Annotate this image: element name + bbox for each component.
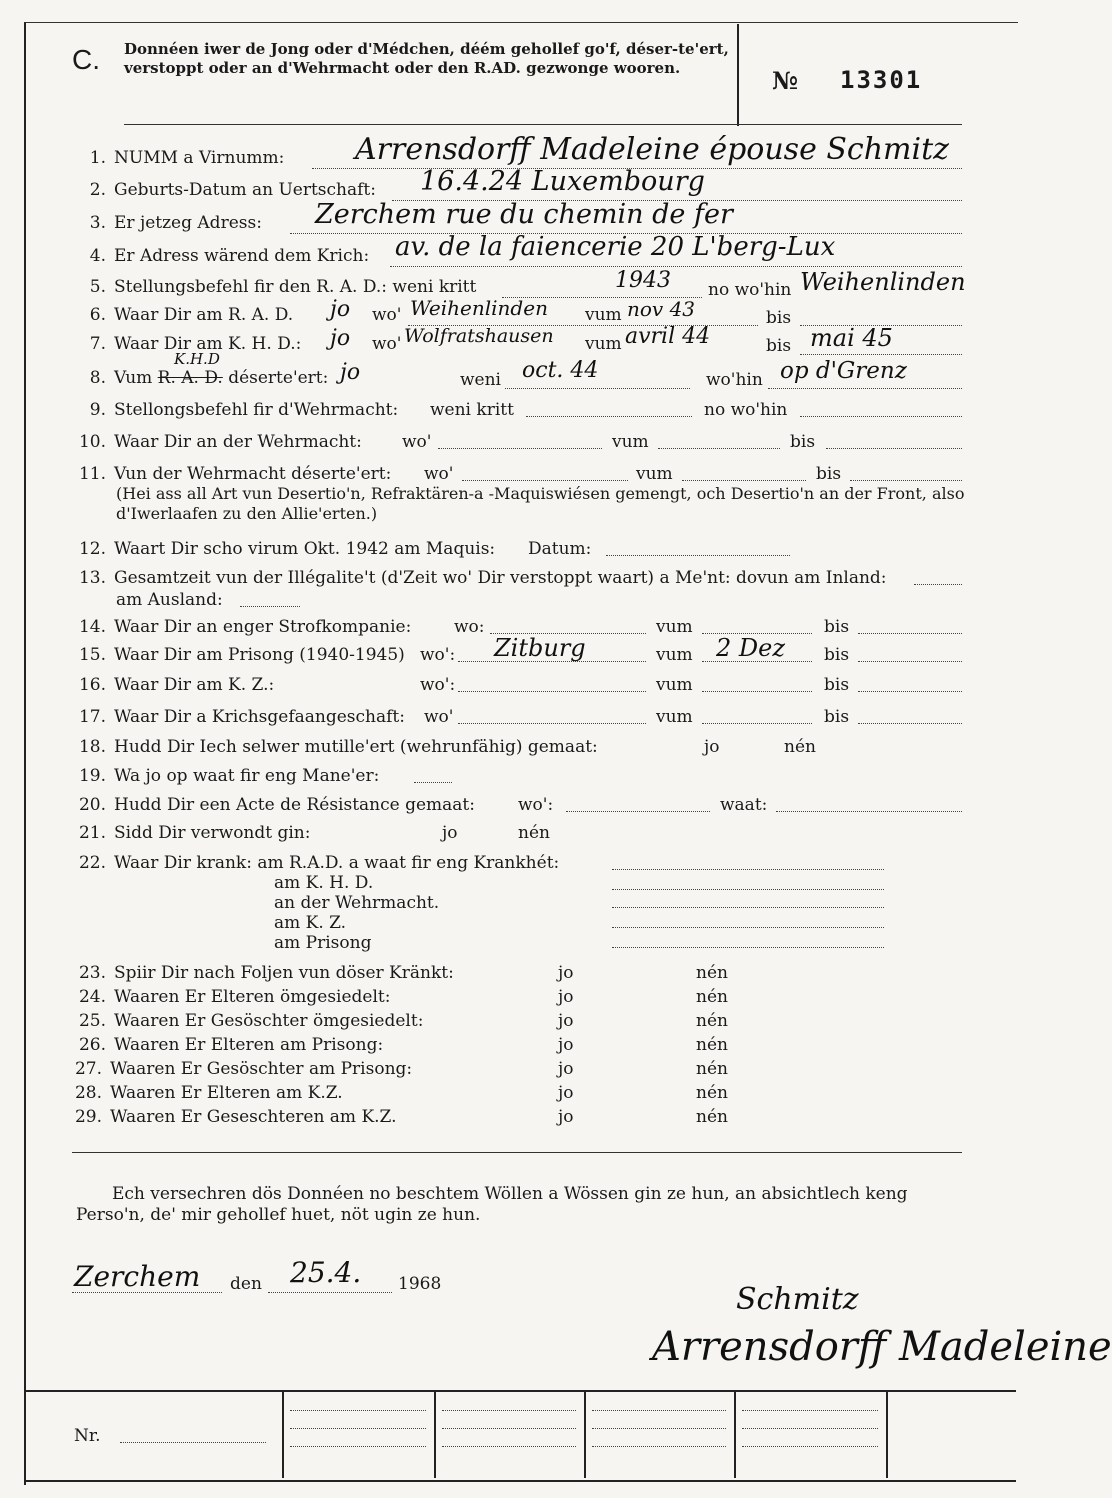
header-rule [124, 124, 962, 125]
row-22-sub-3: am K. Z. [274, 913, 347, 933]
row-15-label-2: wo': [420, 645, 456, 665]
row-13-line-a [914, 584, 962, 585]
row-1-value[interactable]: Arrensdorff Madeleine épouse Schmitz [355, 132, 949, 167]
row-7-line-b [800, 354, 962, 355]
row-9-label-3: no wo'hin [704, 400, 788, 420]
row-4: 4. Er Adress wärend dem Krich: [89, 246, 370, 266]
row-14-label-3: vum [656, 617, 693, 637]
row-29-nen[interactable]: nén [696, 1107, 728, 1127]
row-10-label-3: vum [612, 432, 649, 452]
row-18: 18. Hudd Dir Iech selwer mutille'ert (wehrunfähig) gemaat: [78, 737, 598, 757]
row-29-jo[interactable]: jo [558, 1107, 574, 1127]
footer-line-3b [592, 1428, 726, 1429]
signature-line-2: Arrensdorff Madeleine [652, 1324, 1112, 1370]
row-20-line-b [776, 811, 962, 812]
row-11-line-c [850, 480, 962, 481]
row-5: 5. Stellungsbefehl fir den R. A. D.: weni kritt [89, 277, 477, 297]
footer-cell-divider-2 [434, 1392, 436, 1478]
row-12-label-2: Datum: [528, 539, 592, 559]
row-16-line-a [458, 691, 646, 692]
row-5-label-2: no wo'hin [708, 280, 792, 300]
signature-line-1: Schmitz [736, 1282, 859, 1317]
row-27-nen[interactable]: nén [696, 1059, 728, 1079]
row-3: 3. Er jetzeg Adress: [89, 213, 262, 233]
row-7-value-4[interactable]: mai 45 [810, 324, 893, 352]
row-16-label-2: wo': [420, 675, 456, 695]
row-27-jo[interactable]: jo [558, 1059, 574, 1079]
row-15-value-3[interactable]: 2 Dez [716, 634, 785, 662]
row-9-label-2: weni kritt [430, 400, 514, 420]
row-6-value-2[interactable]: Weihenlinden [410, 296, 548, 320]
row-7-label-2: wo' [372, 334, 402, 354]
row-17: 17. Waar Dir a Krichsgefaangeschaft: [78, 707, 405, 727]
row-28: 28. Waaren Er Elteren am K.Z. [74, 1083, 343, 1103]
form-title: Donnéen iwer de Jong oder d'Médchen, déém gehollef go'f, déser-te'ert, verstoppt oder an d'Wehrmacht oder den R.AD. gezwonge wooren. [124, 40, 729, 77]
row-25: 25. Waaren Er Gesöschter ömgesiedelt: [78, 1011, 424, 1031]
row-8-label-3: wo'hin [706, 370, 763, 390]
row-25-nen[interactable]: nén [696, 1011, 728, 1031]
row-10: 10. Waar Dir an der Wehrmacht: [78, 432, 362, 452]
section-letter: C. [72, 44, 100, 75]
row-7-value-3[interactable]: avril 44 [625, 324, 711, 349]
date-value[interactable]: 25.4. [290, 1256, 362, 1289]
row-8-value-2[interactable]: oct. 44 [522, 358, 599, 383]
row-17-label-3: vum [656, 707, 693, 727]
row-16-label-4: bis [824, 675, 850, 695]
row-14-line-c [858, 633, 962, 634]
year-label: 1968 [398, 1274, 442, 1294]
row-22-line-4 [612, 947, 884, 948]
row-15: 15. Waar Dir am Prisong (1940-1945) [78, 645, 405, 665]
row-19: 19. Wa jo op waat fir eng Mane'er: [78, 766, 380, 786]
row-14: 14. Waar Dir an enger Strofkompanie: [78, 617, 412, 637]
row-5-value[interactable]: 1943 [615, 268, 671, 293]
footer-line-2b [442, 1428, 576, 1429]
form-number: 13301 [840, 66, 923, 94]
row-17-line-b [702, 723, 812, 724]
row-12: 12. Waart Dir scho virum Okt. 1942 am Maquis: [78, 539, 496, 559]
row-6-label-2: wo' [372, 305, 402, 325]
row-11-line-a [462, 480, 628, 481]
footer-rule [26, 1390, 1016, 1392]
footer-line-1c [290, 1446, 426, 1447]
footer-line-3c [592, 1446, 726, 1447]
row-23-jo[interactable]: jo [558, 963, 574, 983]
row-7-label-4: bis [766, 336, 792, 356]
row-17-label-2: wo' [424, 707, 454, 727]
row-15-line-c [858, 661, 962, 662]
row-6-value[interactable]: jo [330, 297, 351, 322]
row-21-jo[interactable]: jo [442, 823, 458, 843]
row-17-line-c [858, 723, 962, 724]
row-18-jo[interactable]: jo [704, 737, 720, 757]
place-value[interactable]: Zerchem [74, 1260, 201, 1293]
row-16: 16. Waar Dir am K. Z.: [78, 675, 275, 695]
row-7-value[interactable]: jo [330, 326, 351, 351]
row-28-nen[interactable]: nén [696, 1083, 728, 1103]
row-8-above[interactable]: K.H.D [174, 350, 220, 368]
row-28-jo[interactable]: jo [558, 1083, 574, 1103]
declaration-text: Ech versechren dös Donnéen no beschtem Wöllen a Wössen gin ze hun, an absichtlech keng Perso'n, de' mir gehollef huet, nöt ugin ze hun. [76, 1184, 908, 1225]
row-11: 11. Vun der Wehrmacht déserte'ert: [78, 464, 392, 484]
row-12-line [606, 555, 790, 556]
row-20-line-a [566, 811, 710, 812]
footer-line-1a [290, 1410, 426, 1411]
row-4-line [390, 266, 962, 267]
row-3-value[interactable]: Zerchem rue du chemin de fer [315, 199, 733, 230]
row-26-jo[interactable]: jo [558, 1035, 574, 1055]
row-20: 20. Hudd Dir een Acte de Résistance gemaat: [78, 795, 475, 815]
row-13-line-b [240, 606, 300, 607]
row-5-value-2[interactable]: Weihenlinden [800, 268, 966, 296]
row-16-label-3: vum [656, 675, 693, 695]
row-2-value[interactable]: 16.4.24 Luxembourg [420, 166, 705, 197]
row-23: 23. Spiir Dir nach Foljen vun döser Kränkt: [78, 963, 454, 983]
row-22-sub-4: am Prisong [274, 933, 372, 953]
row-16-line-b [702, 691, 812, 692]
row-11-label-4: bis [816, 464, 842, 484]
row-22-line-2 [612, 907, 884, 908]
row-22-line-1 [612, 889, 884, 890]
row-9: 9. Stellongsbefehl fir d'Wehrmacht: [89, 400, 399, 420]
row-10-label-4: bis [790, 432, 816, 452]
row-17-line-a [458, 723, 646, 724]
row-27: 27. Waaren Er Gesöschter am Prisong: [74, 1059, 413, 1079]
row-29: 29. Waaren Er Geseschteren am K.Z. [74, 1107, 397, 1127]
row-7: 7. Waar Dir am K. H. D.: [89, 334, 302, 354]
row-11-label-2: wo' [424, 464, 454, 484]
row-15-value-2[interactable]: Zitburg [494, 634, 586, 662]
row-18-nen[interactable]: nén [784, 737, 816, 757]
row-8-label-2: weni [460, 370, 501, 390]
row-15-label-3: vum [656, 645, 693, 665]
footer-cell-divider-3 [584, 1392, 586, 1478]
row-15-label-4: bis [824, 645, 850, 665]
row-24-jo[interactable]: jo [558, 987, 574, 1007]
footer-line-2c [442, 1446, 576, 1447]
row-25-jo[interactable]: jo [558, 1011, 574, 1031]
row-10-line-a [438, 448, 602, 449]
row-9-line-b [800, 416, 962, 417]
row-8-value[interactable]: jo [340, 360, 361, 385]
row-8-line-a [505, 388, 690, 389]
row-22-sub-1: am K. H. D. [274, 873, 374, 893]
nr-line[interactable] [120, 1442, 266, 1443]
date-line [268, 1292, 392, 1293]
footer-cell-divider-4 [734, 1392, 736, 1478]
row-14-label-2: wo: [454, 617, 485, 637]
footer-line-2a [442, 1410, 576, 1411]
row-21-nen[interactable]: nén [518, 823, 550, 843]
row-24: 24. Waaren Er Elteren ömgesiedelt: [78, 987, 391, 1007]
row-16-line-c [858, 691, 962, 692]
row-26-nen[interactable]: nén [696, 1035, 728, 1055]
row-20-label-2: wo': [518, 795, 554, 815]
nr-label: Nr. [74, 1426, 101, 1446]
row-8-value-3[interactable]: op d'Grenz [780, 358, 907, 384]
row-19-line [414, 782, 452, 783]
row-9-line-a [526, 416, 692, 417]
row-22-line-3 [612, 927, 884, 928]
section-rule [72, 1152, 962, 1153]
row-13-label-2: am Ausland: [116, 590, 223, 610]
row-21: 21. Sidd Dir verwondt gin: [78, 823, 311, 843]
footer-line-4b [742, 1428, 878, 1429]
footer-cell-divider-1 [282, 1392, 284, 1478]
row-13: 13. Gesamtzeit vun der Illégalite't (d'Zeit wo' Dir verstoppt waart) a Me'nt: dovun am Inland: [78, 568, 887, 588]
row-7-value-2[interactable]: Wolfratshausen [404, 325, 554, 347]
row-22-sub-2: an der Wehrmacht. [274, 893, 440, 913]
row-1: 1. NUMM a Virnumm: [89, 148, 285, 168]
row-6-value-3[interactable]: nov 43 [627, 297, 696, 321]
den-label: den [230, 1274, 262, 1294]
footer-line-4c [742, 1446, 878, 1447]
row-22-line-0 [612, 869, 884, 870]
footer-line-1b [290, 1428, 426, 1429]
row-11-label-3: vum [636, 464, 673, 484]
row-11-line-b [682, 480, 806, 481]
bottom-rule [26, 1480, 1016, 1482]
row-10-label-2: wo' [402, 432, 432, 452]
row-14-label-4: bis [824, 617, 850, 637]
row-26: 26. Waaren Er Elteren am Prisong: [78, 1035, 384, 1055]
row-8: 8. Vum R. A. D. déserte'ert: [89, 368, 329, 388]
row-7-label-3: vum [585, 334, 622, 354]
row-2: 2. Geburts-Datum an Uertschaft: [89, 180, 376, 200]
row-8-line-b [768, 388, 962, 389]
row-6-label-3: vum [585, 305, 622, 325]
row-20-label-3: waat: [720, 795, 768, 815]
footer-cell-divider-5 [886, 1392, 888, 1478]
row-17-label-4: bis [824, 707, 850, 727]
row-6-label-4: bis [766, 308, 792, 328]
footer-line-3a [592, 1410, 726, 1411]
number-symbol: № [772, 66, 799, 95]
row-23-nen[interactable]: nén [696, 963, 728, 983]
header-divider [737, 24, 739, 126]
row-4-value[interactable]: av. de la faiencerie 20 L'berg-Lux [395, 232, 836, 262]
footer-line-4a [742, 1410, 878, 1411]
row-10-line-b [658, 448, 780, 449]
row-11-note: (Hei ass all Art vun Desertio'n, Refraktären-a -Maquiswiésen gemengt, och Desertio'n an der Front, also d'Iwerlaafen zu den Allie'erten.) [116, 484, 965, 523]
row-24-nen[interactable]: nén [696, 987, 728, 1007]
row-6: 6. Waar Dir am R. A. D. [89, 305, 294, 325]
row-10-line-c [826, 448, 962, 449]
row-22: 22. Waar Dir krank: am R.A.D. a waat fir eng Krankhét: [78, 853, 560, 873]
